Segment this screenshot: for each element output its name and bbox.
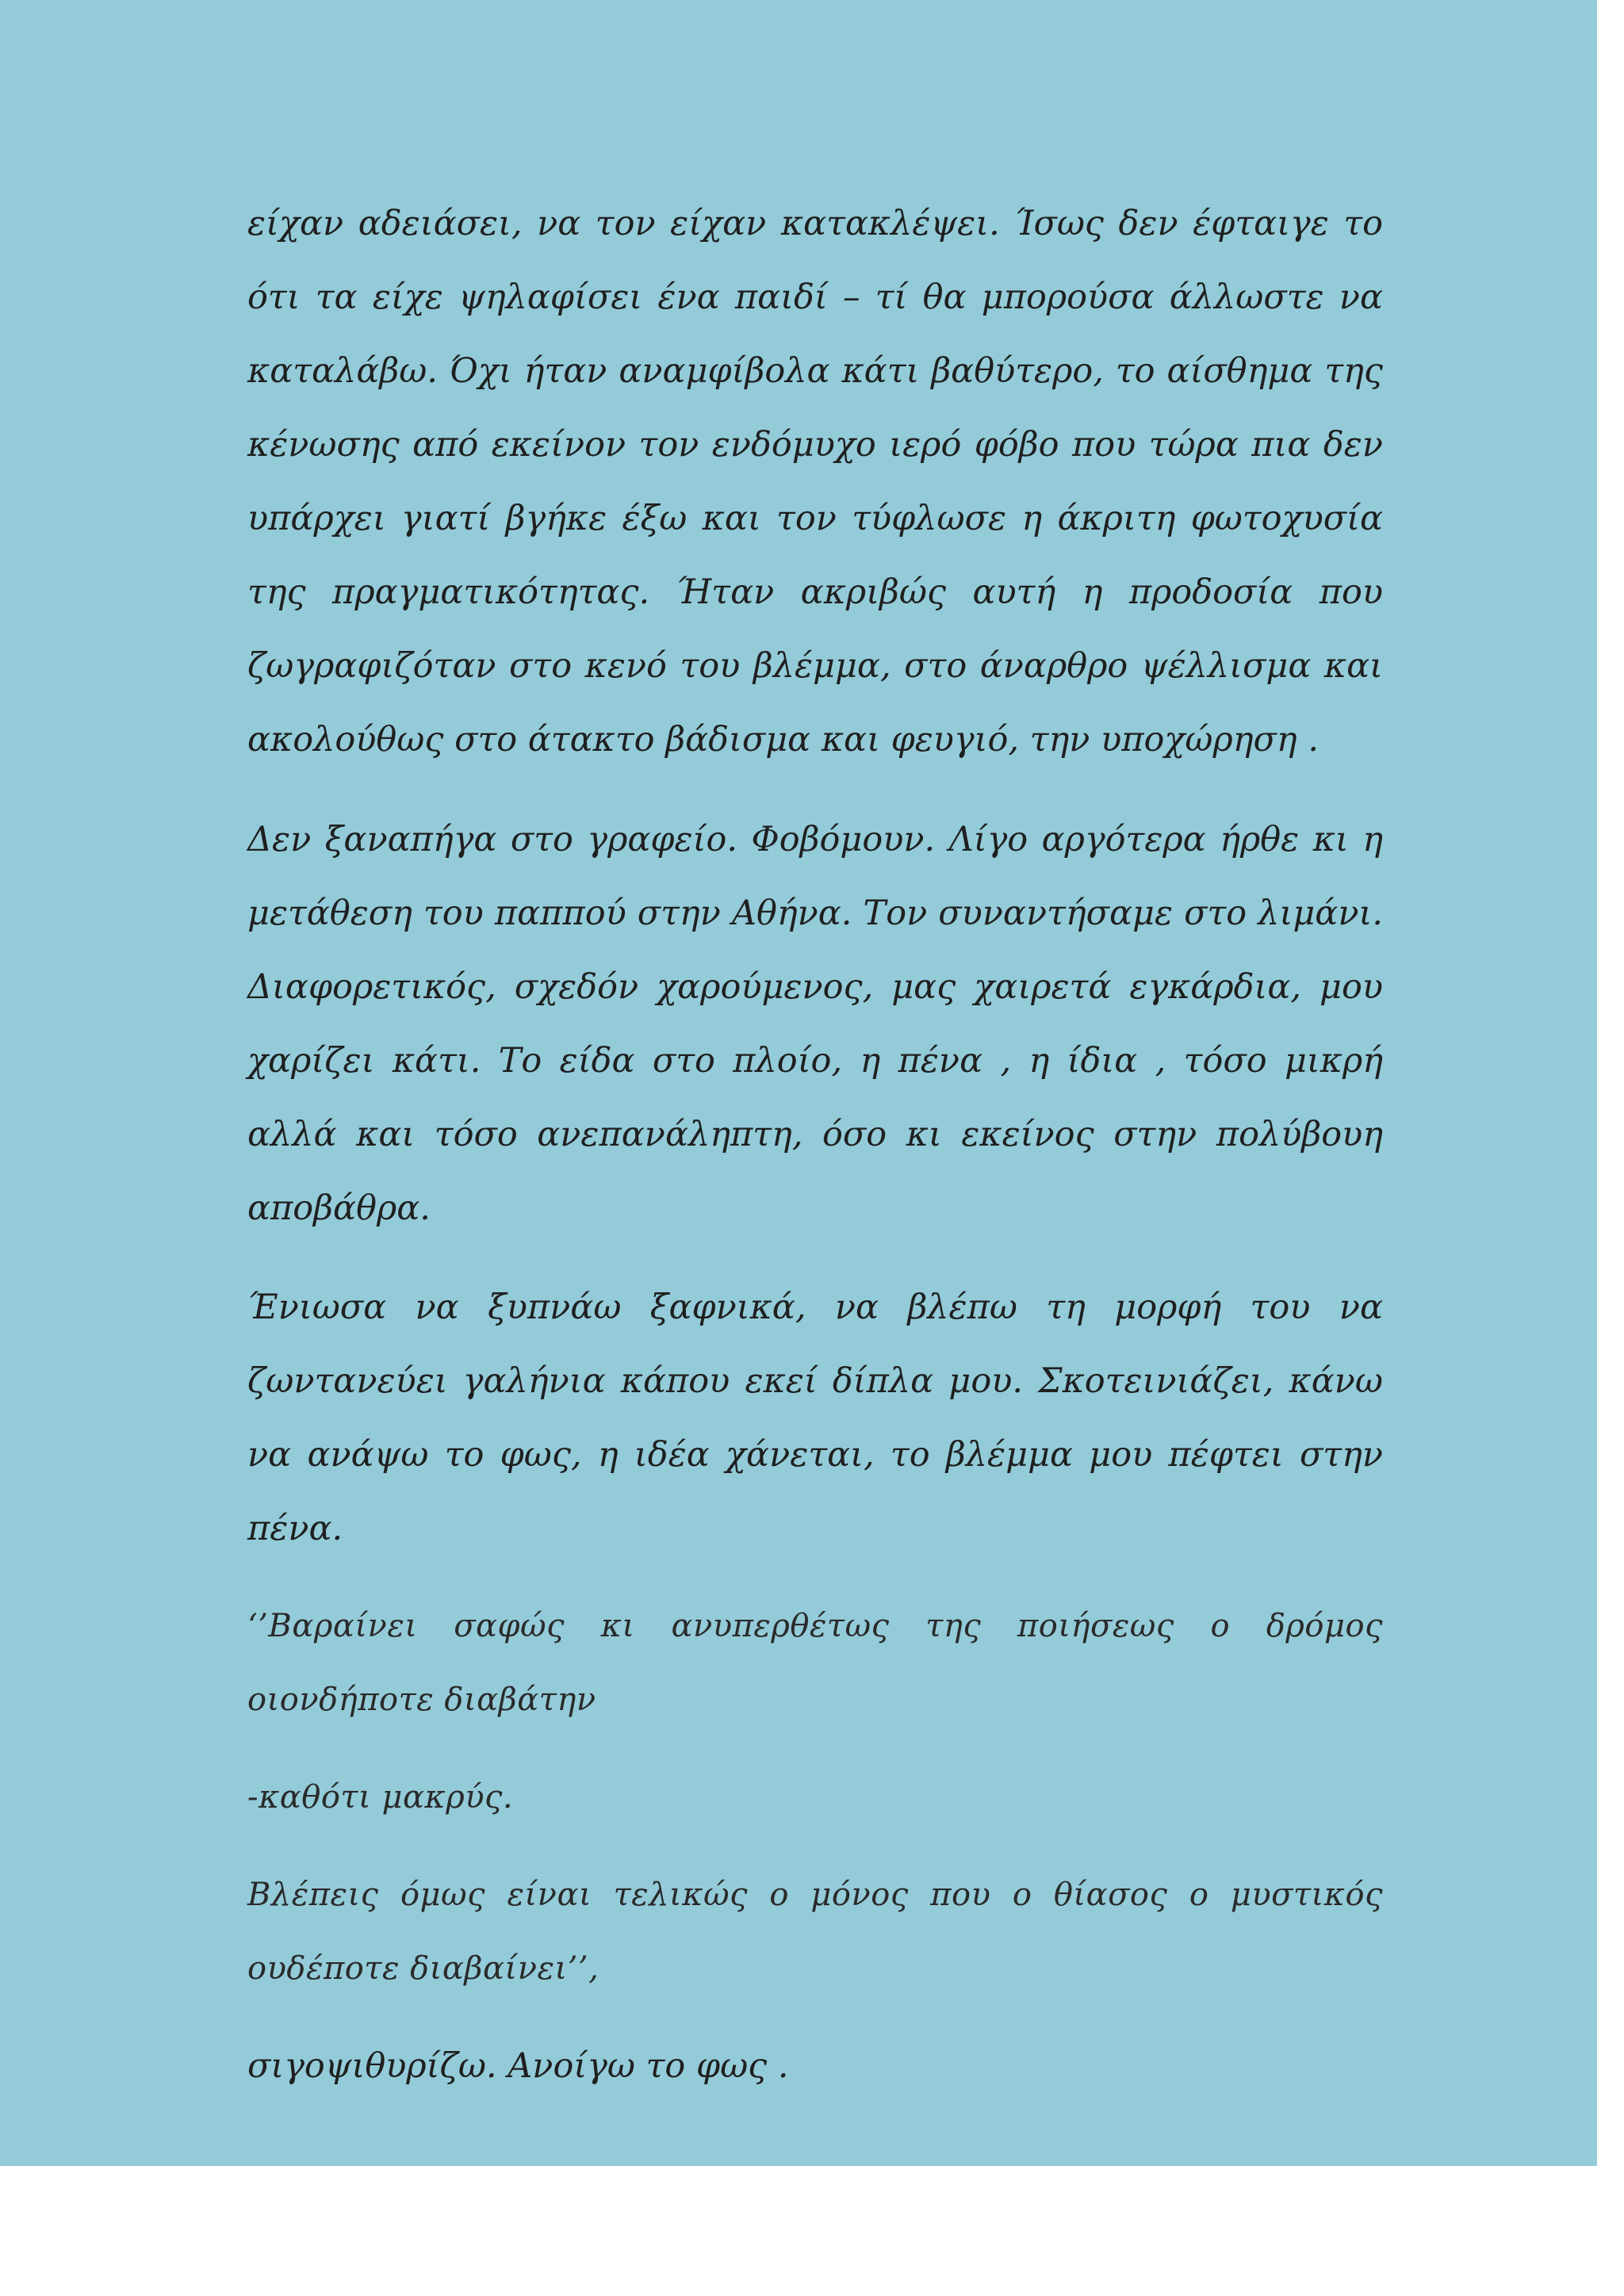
quote-line-3: Βλέπεις όμως είναι τελικώς ο μόνος που ο θίασος ο μυστικός ουδέποτε διαβαίνει’’, [247,1877,1383,1987]
quote-line-1: ‘’Βαραίνει σαφώς κι ανυπερθέτως της ποιήσεως ο δρόμος οιονδήποτε διαβάτην [247,1608,1383,1718]
paragraph-3: Ένιωσα να ξυπνάω ξαφνικά, να βλέπω τη μορφή του να ζωντανεύει γαλήνια κάπου εκεί δίπλα μου. Σκοτεινιάζει, κάνω να ανάψω το φως, η ιδέα χάνεται, το βλέμμα μου πέφτει στην πένα. [247,1288,1383,1548]
quote-line-2: -καθότι μακρύς. [247,1779,514,1816]
paragraph-1: είχαν αδειάσει, να τον είχαν κατακλέψει. Ίσως δεν έφταιγε το ότι τα είχε ψηλαφίσει ένα παιδί – τί θα μπορούσα άλλωστε να καταλάβω. Όχι ήταν αναμφίβολα κάτι βαθύτερο, το αίσθημα της κένωσης από εκείνον τον ενδόμυχο ιερό φόβο που τώρα πια δεν υπάρχει γιατί βγήκε έξω και τον τύφλωσε η άκριτη φωτοχυσία της πραγματικότητας. Ήταν ακριβώς αυτή η προδοσία που ζωγραφιζόταν στο κενό του βλέμμα, στο άναρθρο ψέλλισμα και ακολούθως στο άτακτο βάδισμα και φευγιό, την υποχώρηση . [247,204,1383,760]
document-body [247,187,1383,2103]
paragraph-2: Δεν ξαναπήγα στο γραφείο. Φοβόμουν. Λίγο αργότερα ήρθε κι η μετάθεση του παππού στην Αθήνα. Τον συναντήσαμε στο λιμάνι. Διαφορετικός, σχεδόν χαρούμενος, μας χαιρετά εγκάρδια, μου χαρίζει κάτι. Το είδα στο πλοίο, η πένα , η ίδια , τόσο μικρή αλλά και τόσο ανεπανάληπτη, όσο κι εκείνος στην πολύβουη αποβάθρα. [247,820,1383,1228]
paragraph-4: σιγοψιθυρίζω. Ανοίγω το φως . [247,2046,789,2086]
